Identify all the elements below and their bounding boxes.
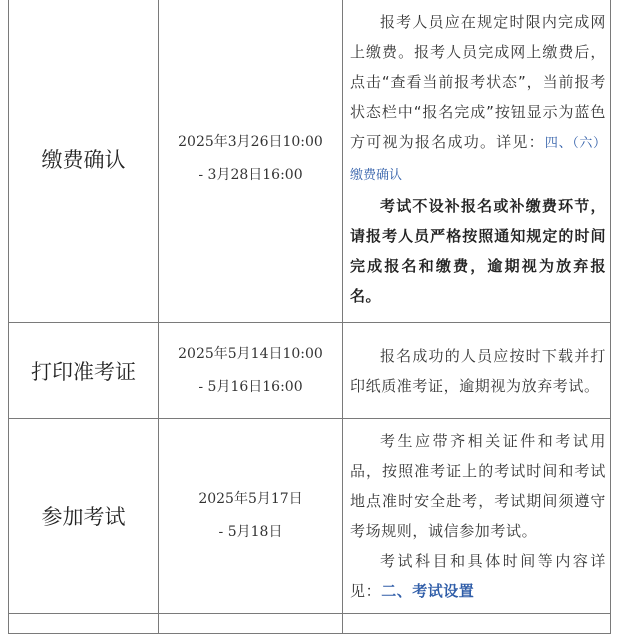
description-text: 报名成功的人员应按时下载并打印纸质准考证，逾期视为放弃考试。 xyxy=(350,346,606,395)
description-paragraph xyxy=(350,426,606,546)
stage-label: 参加考试 xyxy=(41,505,126,529)
time-cell xyxy=(159,0,343,323)
stage-cell xyxy=(9,614,159,634)
description-text: 报考人员应在规定时限内完成网上缴费。报考人员完成网上缴费后，点击“查看当前报考状态”，当前报考状态栏中“报名完成”按钮显示为蓝色方可视为报名成功。详见： xyxy=(350,12,606,151)
time-cell xyxy=(159,419,343,614)
exam-settings-link[interactable]: 二、考试设置 xyxy=(381,582,475,600)
table-row-exam xyxy=(9,419,611,614)
schedule-table xyxy=(8,0,611,634)
description-text: 考试科目和具体时间等内容详见： xyxy=(350,552,606,600)
time-end: - 3月28日16:00 xyxy=(198,166,303,183)
time-end: - 5月16日16:00 xyxy=(198,378,303,395)
description-text: 考生应带齐相关证件和考试用品，按照准考证上的考试时间和考试地点准时安全赴考，考试期间须遵守考场规则，诚信参加考试。 xyxy=(350,432,606,540)
description-cell xyxy=(343,323,611,419)
table-row-print-ticket xyxy=(9,323,611,419)
stage-label: 缴费确认 xyxy=(41,147,126,172)
stage-cell xyxy=(9,0,159,323)
stage-label: 打印准考证 xyxy=(31,359,136,384)
time-end: - 5月18日 xyxy=(218,524,283,540)
description-paragraph-2 xyxy=(350,546,606,606)
payment-confirm-link[interactable]: 四、（六）缴费确认 xyxy=(350,135,606,183)
time-start: 2025年5月17日 xyxy=(198,491,303,507)
description-paragraph xyxy=(350,7,606,191)
stage-cell xyxy=(9,419,159,614)
time-cell xyxy=(159,614,343,634)
description-paragraph xyxy=(350,341,606,401)
stage-cell xyxy=(9,323,159,419)
warning-paragraph xyxy=(350,191,606,311)
table-row-payment xyxy=(9,0,611,323)
table-row-next xyxy=(9,614,611,634)
time-start: 2025年3月26日10:00 xyxy=(178,133,323,150)
description-cell xyxy=(343,0,611,323)
time-cell xyxy=(159,323,343,419)
warning-text: 考试不设补报名或补缴费环节，请报考人员严格按照通知规定的时间完成报名和缴费，逾期视为放弃报名。 xyxy=(350,196,606,305)
time-start: 2025年5月14日10:00 xyxy=(178,345,323,362)
description-cell xyxy=(343,419,611,614)
description-cell xyxy=(343,614,611,634)
